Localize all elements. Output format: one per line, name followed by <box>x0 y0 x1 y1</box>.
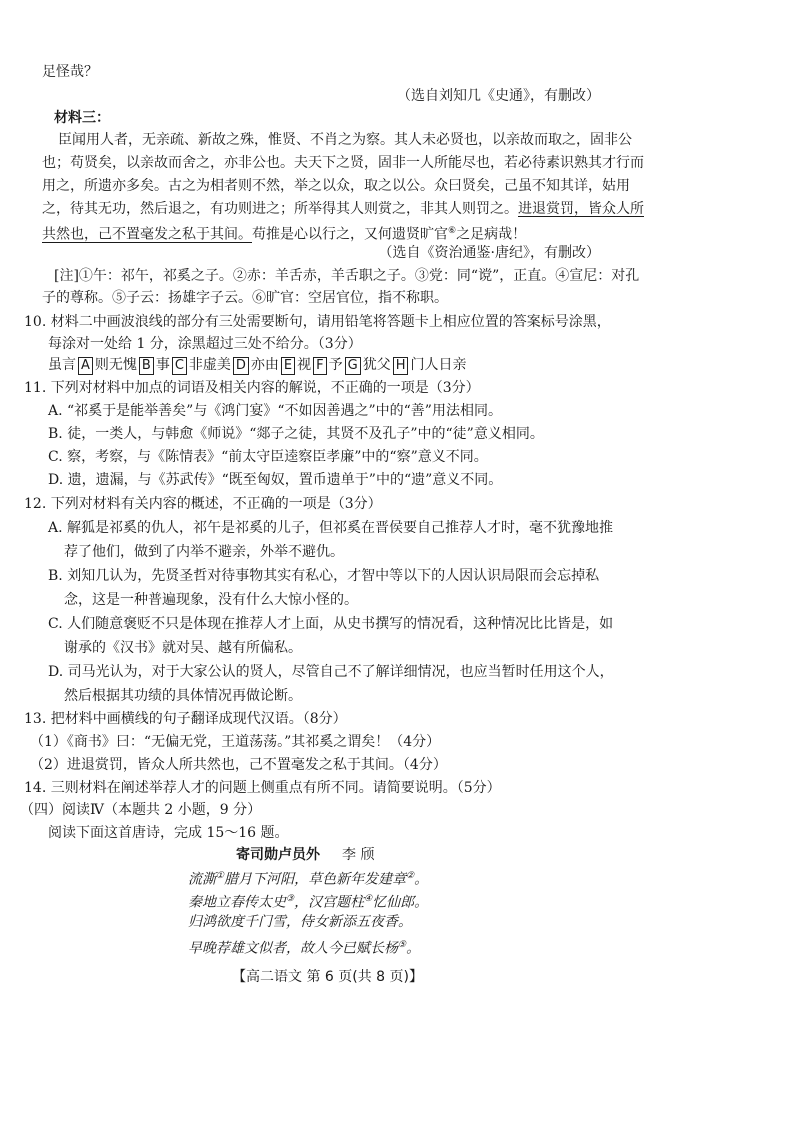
poem-text: 秦地立春传太史 <box>188 894 286 911</box>
question-11-option-b: B. 徒，一类人，与韩愈《师说》“郯子之徒，其贤不及孔子”中的“徒”意义相同。 <box>48 426 544 442</box>
option-box-b[interactable]: B <box>139 357 154 375</box>
material-3-line <box>42 221 526 245</box>
option-box-e[interactable]: E <box>281 357 295 375</box>
question-12-option-a-cont: 荐了他们，做到了内举不避亲，外举不避仇。 <box>64 544 344 560</box>
poem-text: 。 <box>414 871 429 888</box>
text-segment: 则无愧 <box>94 357 137 373</box>
note-marker: ⑤ <box>398 940 407 950</box>
poem-line <box>188 889 428 913</box>
text-segment: 非虚美 <box>188 357 231 373</box>
material-3-line: 用之，所遗亦多矣。古之为相者则不然，举之以众，取之以公。众曰贤矣，己虽不知其详，姑用 <box>42 178 630 194</box>
option-box-c[interactable]: C <box>172 357 187 375</box>
question-12-option-b-cont: 念，这是一种普遍现象，没有什么大惊小怪的。 <box>64 592 358 608</box>
question-11-option-c: C. 察，考察，与《陈情表》“前太守臣逵察臣孝廉”中的“察”意义不同。 <box>48 449 488 465</box>
question-12-option-c: C. 人们随意褒贬不只是体现在推荐人才上面，从史书撰写的情况看，这种情况比比皆是，如 <box>48 616 614 632</box>
question-10-stem: 每涂对一处给 1 分，涂黑超过三处不给分。（3分） <box>48 336 362 352</box>
material-3-heading: 材料三： <box>54 110 110 126</box>
option-box-a[interactable]: A <box>78 357 93 375</box>
material-3-line: 臣闻用人者，无亲疏、新故之殊，惟贤、不肖之为察。其人未必贤也，以亲故而取之，固非公 <box>58 132 632 148</box>
material-3-line <box>42 199 644 219</box>
source-material-3: （选自《资治通鉴·唐纪》，有删改） <box>378 245 600 261</box>
poem-line <box>188 866 428 890</box>
poem-title <box>236 844 374 864</box>
underlined-sentence: 进退赏罚，皆众人所 <box>518 201 644 217</box>
material-3-text: 苟推是心以行之，又何遗贤旷官 <box>252 226 448 243</box>
text-segment: 门人日亲 <box>410 357 467 373</box>
question-12-option-c-cont: 谢承的《汉书》就对吴、越有所偏私。 <box>64 640 302 656</box>
note-marker: ⑥ <box>448 226 457 236</box>
question-10-stem: 10. 材料二中画波浪线的部分有三处需要断句，请用铅笔将答题卡上相应位置的答案标号涂黑， <box>24 314 611 330</box>
question-13-item: （2）进退赏罚，皆众人所共然也，己不置毫发之私于其间。（4分） <box>30 757 447 773</box>
note-marker: ② <box>406 871 415 881</box>
note-marker: ① <box>216 871 225 881</box>
section-heading: （四）阅读Ⅳ（本题共 2 小题，9 分） <box>20 802 262 818</box>
text-segment: 予 <box>328 357 343 373</box>
poem-text: 忆仙郎。 <box>372 894 429 911</box>
note-marker: ③ <box>286 894 295 904</box>
page-footer: 【高二语文 第 6 页(共 8 页)】 <box>232 969 423 985</box>
poem-author: 李 颀 <box>342 847 375 863</box>
question-12-option-d: D. 司马光认为，对于大家公认的贤人，尽管自己不了解详细情况，也应当暂时任用这个人， <box>48 664 614 680</box>
option-box-g[interactable]: G <box>345 357 361 375</box>
question-11-option-a: A. “祁奚于是能举善矣”与《鸿门宴》“不如因善遇之”中的“善”用法相同。 <box>48 403 502 419</box>
annotation-line: [注]①午：祁午，祁奚之子。②赤：羊舌赤，羊舌职之子。③党：同“谠”，正直。④宣尼：对孔 <box>54 268 640 284</box>
reading-instruction: 阅读下面这首唐诗，完成 15～16 题。 <box>48 825 289 841</box>
text-segment: 亦由 <box>250 357 279 373</box>
poem-title-text: 寄司勋卢员外 <box>236 847 320 863</box>
underlined-sentence: 共然也，己不置毫发之私于其间。 <box>42 226 252 243</box>
poem-line <box>188 935 420 959</box>
poem-text: 流澌 <box>188 871 216 888</box>
question-12-option-d-cont: 然后根据其功绩的具体情况再做论断。 <box>64 688 302 704</box>
poem-text: 腊月下河阳，草色新年发建章 <box>224 871 407 888</box>
prev-passage-tail: 足怪哉？ <box>42 64 98 80</box>
question-11-option-d: D. 遗，遗漏，与《苏武传》“既至匈奴，置币遗单于”中的“遗”意义不同。 <box>48 472 503 488</box>
sentence-break-options <box>48 355 466 375</box>
question-12-stem: 12. 下列对材料有关内容的概述，不正确的一项是（3分） <box>24 496 382 512</box>
question-11-stem: 11. 下列对材料中加点的词语及相关内容的解说，不正确的一项是（3分） <box>24 380 480 396</box>
text-segment: 事 <box>155 357 170 373</box>
option-box-h[interactable]: H <box>393 357 409 375</box>
option-box-d[interactable]: D <box>233 357 249 375</box>
material-3-line: 也；苟贤矣，以亲故而舍之，亦非公也。夫天下之贤，固非一人所能尽也，若必待素识熟其才行而 <box>42 155 644 171</box>
question-12-option-a: A. 解狐是祁奚的仇人，祁午是祁奚的儿子，但祁奚在晋侯要自己推荐人才时，毫不犹豫地推 <box>48 520 614 536</box>
option-box-f[interactable]: F <box>313 357 326 375</box>
poem-text: 早晚荐雄文似者，故人今已赋长杨 <box>188 940 398 957</box>
text-segment: 虽言 <box>48 357 76 373</box>
text-segment: 视 <box>297 357 312 373</box>
annotation-line: 子的尊称。⑤子云：扬雄字子云。⑥旷官：空居官位，指不称职。 <box>42 290 448 306</box>
question-13-stem: 13. 把材料中画横线的句子翻译成现代汉语。（8分） <box>24 711 347 727</box>
question-13-item: （1）《商书》曰：“无偏无党，王道荡荡。”其祁奚之谓矣！（4分） <box>30 734 441 750</box>
text-segment: 犹父 <box>362 357 391 373</box>
poem-line <box>188 912 412 932</box>
poem-text: 归鸿欲度千门雪，侍女新添五夜香。 <box>188 914 412 930</box>
material-3-text: 之足病哉！ <box>456 226 527 243</box>
question-12-option-b: B. 刘知几认为，先贤圣哲对待事物其实有私心，才智中等以下的人因认识局限而会忘掉私 <box>48 568 600 584</box>
poem-text: 。 <box>406 940 421 957</box>
poem-text: ，汉宫题柱 <box>294 894 365 911</box>
source-material-2: （选自刘知几《史通》，有删改） <box>397 88 600 104</box>
material-3-text: 之，待其无功，然后退之，有功则进之；所举得其人则赏之，非其人则罚之。 <box>42 201 518 217</box>
note-marker: ④ <box>364 894 373 904</box>
question-14-stem: 14. 三则材料在阐述举荐人才的问题上侧重点有所不同。请简要说明。（5分） <box>24 780 501 796</box>
